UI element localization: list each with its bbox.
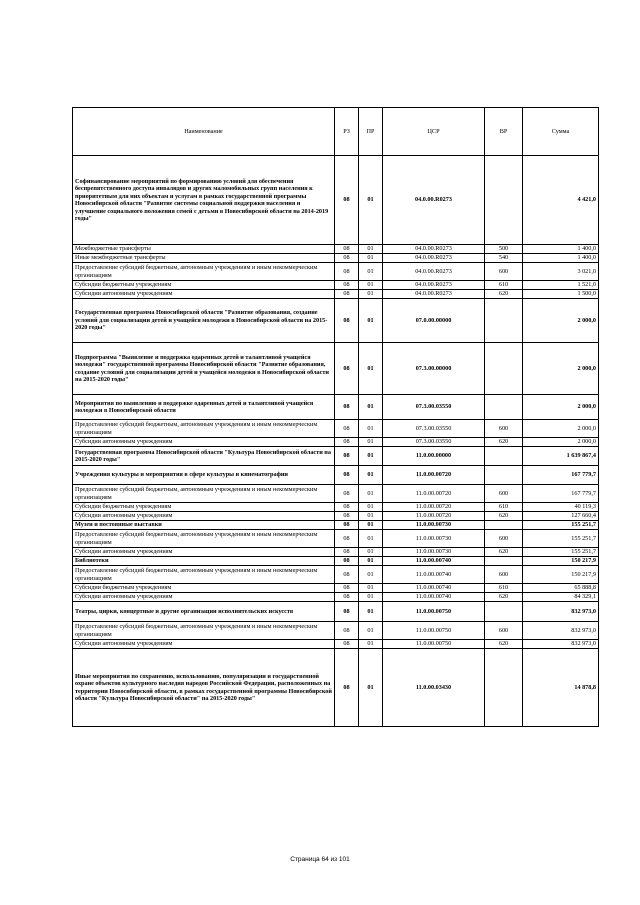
row-csr: 04.0.00.R0273	[383, 290, 485, 299]
row-pr: 01	[359, 245, 383, 254]
row-rz: 08	[335, 593, 359, 602]
row-name: Субсидии бюджетным учреждениям	[73, 584, 335, 593]
row-csr: 04.0.00.R0273	[383, 254, 485, 263]
row-sum: 84 329,1	[523, 593, 599, 602]
row-vr: 620	[485, 438, 523, 447]
row-rz: 08	[335, 263, 359, 281]
row-pr: 01	[359, 395, 383, 420]
table-row	[73, 640, 599, 649]
row-sum: 1 400,0	[523, 245, 599, 254]
row-name: Государственная программа Новосибирской области "Культура Новосибирской области на 2015-2020 годы"	[73, 447, 335, 466]
row-pr: 01	[359, 512, 383, 521]
row-vr: 620	[485, 290, 523, 299]
row-rz: 08	[335, 622, 359, 640]
row-name: Предоставление субсидий бюджетным, автономным учреждениям и иным некоммерческим организациям	[73, 530, 335, 548]
row-rz: 08	[335, 557, 359, 566]
row-name: Подпрограмма "Выявление и поддержка одаренных детей и талантливой учащейся молодежи" государственной программы Новосибирской области "Развитие образования, создание условий для социализации детей и учащейся молодежи в Новосибирской области на 2015-2020 годы"	[73, 343, 335, 395]
row-pr: 01	[359, 254, 383, 263]
table-row	[73, 343, 599, 395]
row-sum: 65 888,8	[523, 584, 599, 593]
row-sum: 3 021,0	[523, 263, 599, 281]
table-row	[73, 566, 599, 584]
row-csr: 07.3.00.03550	[383, 395, 485, 420]
row-rz: 08	[335, 281, 359, 290]
row-sum: 155 251,7	[523, 548, 599, 557]
row-pr: 01	[359, 521, 383, 530]
table-row	[73, 466, 599, 485]
row-name: Субсидии автономным учреждениям	[73, 512, 335, 521]
row-sum: 167 779,7	[523, 466, 599, 485]
table-row	[73, 512, 599, 521]
row-name: Театры, цирки, концертные и другие организации исполнительских искусств	[73, 602, 335, 622]
row-rz: 08	[335, 548, 359, 557]
row-vr: 600	[485, 566, 523, 584]
row-pr: 01	[359, 299, 383, 343]
row-rz: 08	[335, 343, 359, 395]
table-row	[73, 557, 599, 566]
row-sum: 1 400,0	[523, 254, 599, 263]
row-sum: 2 000,0	[523, 299, 599, 343]
row-pr: 01	[359, 281, 383, 290]
row-pr: 01	[359, 593, 383, 602]
row-pr: 01	[359, 557, 383, 566]
table-row	[73, 156, 599, 245]
row-vr: 610	[485, 584, 523, 593]
row-csr: 04.0.00.R0273	[383, 281, 485, 290]
row-sum: 4 421,0	[523, 156, 599, 245]
row-csr: 11.0.00.00720	[383, 512, 485, 521]
row-csr: 11.0.00.00750	[383, 602, 485, 622]
row-vr	[485, 602, 523, 622]
table-row	[73, 649, 599, 727]
header-sum: Сумма	[523, 108, 599, 156]
row-csr: 04.0.00.R0273	[383, 263, 485, 281]
row-vr	[485, 343, 523, 395]
row-pr: 01	[359, 290, 383, 299]
row-pr: 01	[359, 466, 383, 485]
row-csr: 11.0.00.03430	[383, 649, 485, 727]
table-row	[73, 245, 599, 254]
row-csr: 11.0.00.00730	[383, 548, 485, 557]
row-pr: 01	[359, 584, 383, 593]
row-rz: 08	[335, 530, 359, 548]
table-row	[73, 584, 599, 593]
row-csr: 11.0.00.00750	[383, 622, 485, 640]
header-name: Наименование	[73, 108, 335, 156]
row-vr: 540	[485, 254, 523, 263]
row-name: Субсидии автономным учреждениям	[73, 593, 335, 602]
row-pr: 01	[359, 649, 383, 727]
row-rz: 08	[335, 290, 359, 299]
row-csr: 11.0.00.00720	[383, 503, 485, 512]
row-name: Субсидии автономным учреждениям	[73, 548, 335, 557]
row-sum: 832 973,0	[523, 640, 599, 649]
table-header-row	[73, 108, 599, 156]
row-csr: 04.0.00.R0273	[383, 245, 485, 254]
row-vr	[485, 299, 523, 343]
row-vr: 620	[485, 548, 523, 557]
row-pr: 01	[359, 566, 383, 584]
row-pr: 01	[359, 622, 383, 640]
row-csr: 04.0.00.R0273	[383, 156, 485, 245]
row-csr: 07.3.00.03550	[383, 420, 485, 438]
row-sum: 14 878,8	[523, 649, 599, 727]
row-csr: 11.0.00.00740	[383, 593, 485, 602]
row-sum: 40 119,3	[523, 503, 599, 512]
table-row	[73, 622, 599, 640]
row-vr: 600	[485, 622, 523, 640]
row-pr: 01	[359, 263, 383, 281]
table-row	[73, 263, 599, 281]
header-pr: ПР	[359, 108, 383, 156]
row-name: Предоставление субсидий бюджетным, автономным учреждениям и иным некоммерческим организациям	[73, 420, 335, 438]
row-csr: 07.0.00.00000	[383, 299, 485, 343]
table-row	[73, 602, 599, 622]
row-rz: 08	[335, 395, 359, 420]
row-name: Предоставление субсидий бюджетным, автономным учреждениям и иным некоммерческим организациям	[73, 566, 335, 584]
row-name: Субсидии автономным учреждениям	[73, 290, 335, 299]
row-vr	[485, 521, 523, 530]
page-footer: Страница 64 из 101	[290, 856, 350, 863]
row-rz: 08	[335, 438, 359, 447]
table-row	[73, 299, 599, 343]
budget-table	[72, 107, 599, 727]
row-sum: 150 217,9	[523, 566, 599, 584]
row-vr	[485, 466, 523, 485]
row-name: Межбюджетные трансферты	[73, 245, 335, 254]
row-rz: 08	[335, 503, 359, 512]
row-pr: 01	[359, 447, 383, 466]
row-name: Софинансирование мероприятий по формированию условий для обеспечения беспрепятственного доступа инвалидов и других маломобильных групп населения к приоритетным для них объектам и услугам в рамках государственной программы Новосибирской области "Развитие системы социальной поддержки населения и улучшение социального положения семей с детьми в Новосибирской области на 2014-2019 годы"	[73, 156, 335, 245]
row-rz: 08	[335, 602, 359, 622]
row-csr: 11.0.00.00720	[383, 466, 485, 485]
row-csr: 11.0.00.00740	[383, 584, 485, 593]
table-row	[73, 254, 599, 263]
row-sum: 832 973,0	[523, 622, 599, 640]
row-name: Иные межбюджетные трансферты	[73, 254, 335, 263]
row-name: Мероприятия по выявлению и поддержке одаренных детей и талантливой учащейся молодежи в Новосибирской области	[73, 395, 335, 420]
row-rz: 08	[335, 156, 359, 245]
row-vr: 610	[485, 281, 523, 290]
row-vr: 600	[485, 485, 523, 503]
row-rz: 08	[335, 566, 359, 584]
row-sum: 2 000,0	[523, 438, 599, 447]
row-vr: 500	[485, 245, 523, 254]
row-csr: 11.0.00.00000	[383, 447, 485, 466]
row-rz: 08	[335, 299, 359, 343]
row-vr	[485, 649, 523, 727]
row-sum: 167 779,7	[523, 485, 599, 503]
row-pr: 01	[359, 503, 383, 512]
row-name: Субсидии автономным учреждениям	[73, 438, 335, 447]
row-sum: 1 521,0	[523, 281, 599, 290]
row-pr: 01	[359, 602, 383, 622]
header-csr: ЦСР	[383, 108, 485, 156]
row-rz: 08	[335, 254, 359, 263]
row-sum: 127 660,4	[523, 512, 599, 521]
row-pr: 01	[359, 640, 383, 649]
row-pr: 01	[359, 530, 383, 548]
row-rz: 08	[335, 447, 359, 466]
row-rz: 08	[335, 466, 359, 485]
table-row	[73, 447, 599, 466]
row-name: Музеи и постоянные выставки	[73, 521, 335, 530]
row-name: Предоставление субсидий бюджетным, автономным учреждениям и иным некоммерческим организациям	[73, 485, 335, 503]
row-vr	[485, 557, 523, 566]
row-pr: 01	[359, 420, 383, 438]
table-body	[73, 156, 599, 727]
table-row	[73, 593, 599, 602]
table-row	[73, 521, 599, 530]
row-rz: 08	[335, 485, 359, 503]
row-vr: 600	[485, 263, 523, 281]
row-sum: 832 973,0	[523, 602, 599, 622]
row-name: Предоставление субсидий бюджетным, автономным учреждениям и иным некоммерческим организациям	[73, 263, 335, 281]
row-vr	[485, 395, 523, 420]
header-rz: РЗ	[335, 108, 359, 156]
row-vr: 620	[485, 640, 523, 649]
table-row	[73, 395, 599, 420]
row-vr	[485, 156, 523, 245]
row-vr: 610	[485, 503, 523, 512]
row-sum: 1 639 867,4	[523, 447, 599, 466]
row-sum: 150 217,9	[523, 557, 599, 566]
row-csr: 11.0.00.00730	[383, 521, 485, 530]
row-csr: 07.3.00.00000	[383, 343, 485, 395]
row-csr: 11.0.00.00740	[383, 566, 485, 584]
table-row	[73, 503, 599, 512]
row-vr: 620	[485, 593, 523, 602]
row-sum: 2 000,0	[523, 343, 599, 395]
row-rz: 08	[335, 521, 359, 530]
row-pr: 01	[359, 343, 383, 395]
row-name: Учреждения культуры и мероприятия в сфере культуры и кинематографии	[73, 466, 335, 485]
row-name: Государственная программа Новосибирской области "Развитие образования, создание условий для социализации детей и учащейся молодежи в Новосибирской области на 2015-2020 годы"	[73, 299, 335, 343]
table-row	[73, 290, 599, 299]
row-name: Субсидии бюджетным учреждениям	[73, 503, 335, 512]
row-vr: 600	[485, 420, 523, 438]
row-name: Иные мероприятия по сохранению, использованию, популяризации и государственной охране объектов культурного наследия народов Российской Федерации, расположенных на территории Новосибирской области, в рамках государственной программы Новосибирской области "Культура Новосибирской области" на 2015-2020 годы"	[73, 649, 335, 727]
row-rz: 08	[335, 640, 359, 649]
row-name: Предоставление субсидий бюджетным, автономным учреждениям и иным некоммерческим организациям	[73, 622, 335, 640]
row-rz: 08	[335, 649, 359, 727]
row-csr: 07.3.00.03550	[383, 438, 485, 447]
table-row	[73, 530, 599, 548]
row-sum: 2 000,0	[523, 420, 599, 438]
row-rz: 08	[335, 512, 359, 521]
row-name: Библиотеки	[73, 557, 335, 566]
row-name: Субсидии автономным учреждениям	[73, 640, 335, 649]
row-pr: 01	[359, 438, 383, 447]
row-csr: 11.0.00.00720	[383, 485, 485, 503]
row-sum: 155 251,7	[523, 530, 599, 548]
row-csr: 11.0.00.00750	[383, 640, 485, 649]
row-rz: 08	[335, 245, 359, 254]
row-csr: 11.0.00.00740	[383, 557, 485, 566]
table-row	[73, 420, 599, 438]
table-row	[73, 548, 599, 557]
row-sum: 1 500,0	[523, 290, 599, 299]
row-vr: 620	[485, 512, 523, 521]
row-pr: 01	[359, 548, 383, 557]
row-vr: 600	[485, 530, 523, 548]
row-rz: 08	[335, 584, 359, 593]
row-name: Субсидии бюджетным учреждениям	[73, 281, 335, 290]
row-pr: 01	[359, 485, 383, 503]
row-csr: 11.0.00.00730	[383, 530, 485, 548]
table-row	[73, 438, 599, 447]
row-sum: 155 251,7	[523, 521, 599, 530]
row-pr: 01	[359, 156, 383, 245]
table-row	[73, 485, 599, 503]
table-row	[73, 281, 599, 290]
row-sum: 2 000,0	[523, 395, 599, 420]
row-rz: 08	[335, 420, 359, 438]
header-vr: ВР	[485, 108, 523, 156]
row-vr	[485, 447, 523, 466]
